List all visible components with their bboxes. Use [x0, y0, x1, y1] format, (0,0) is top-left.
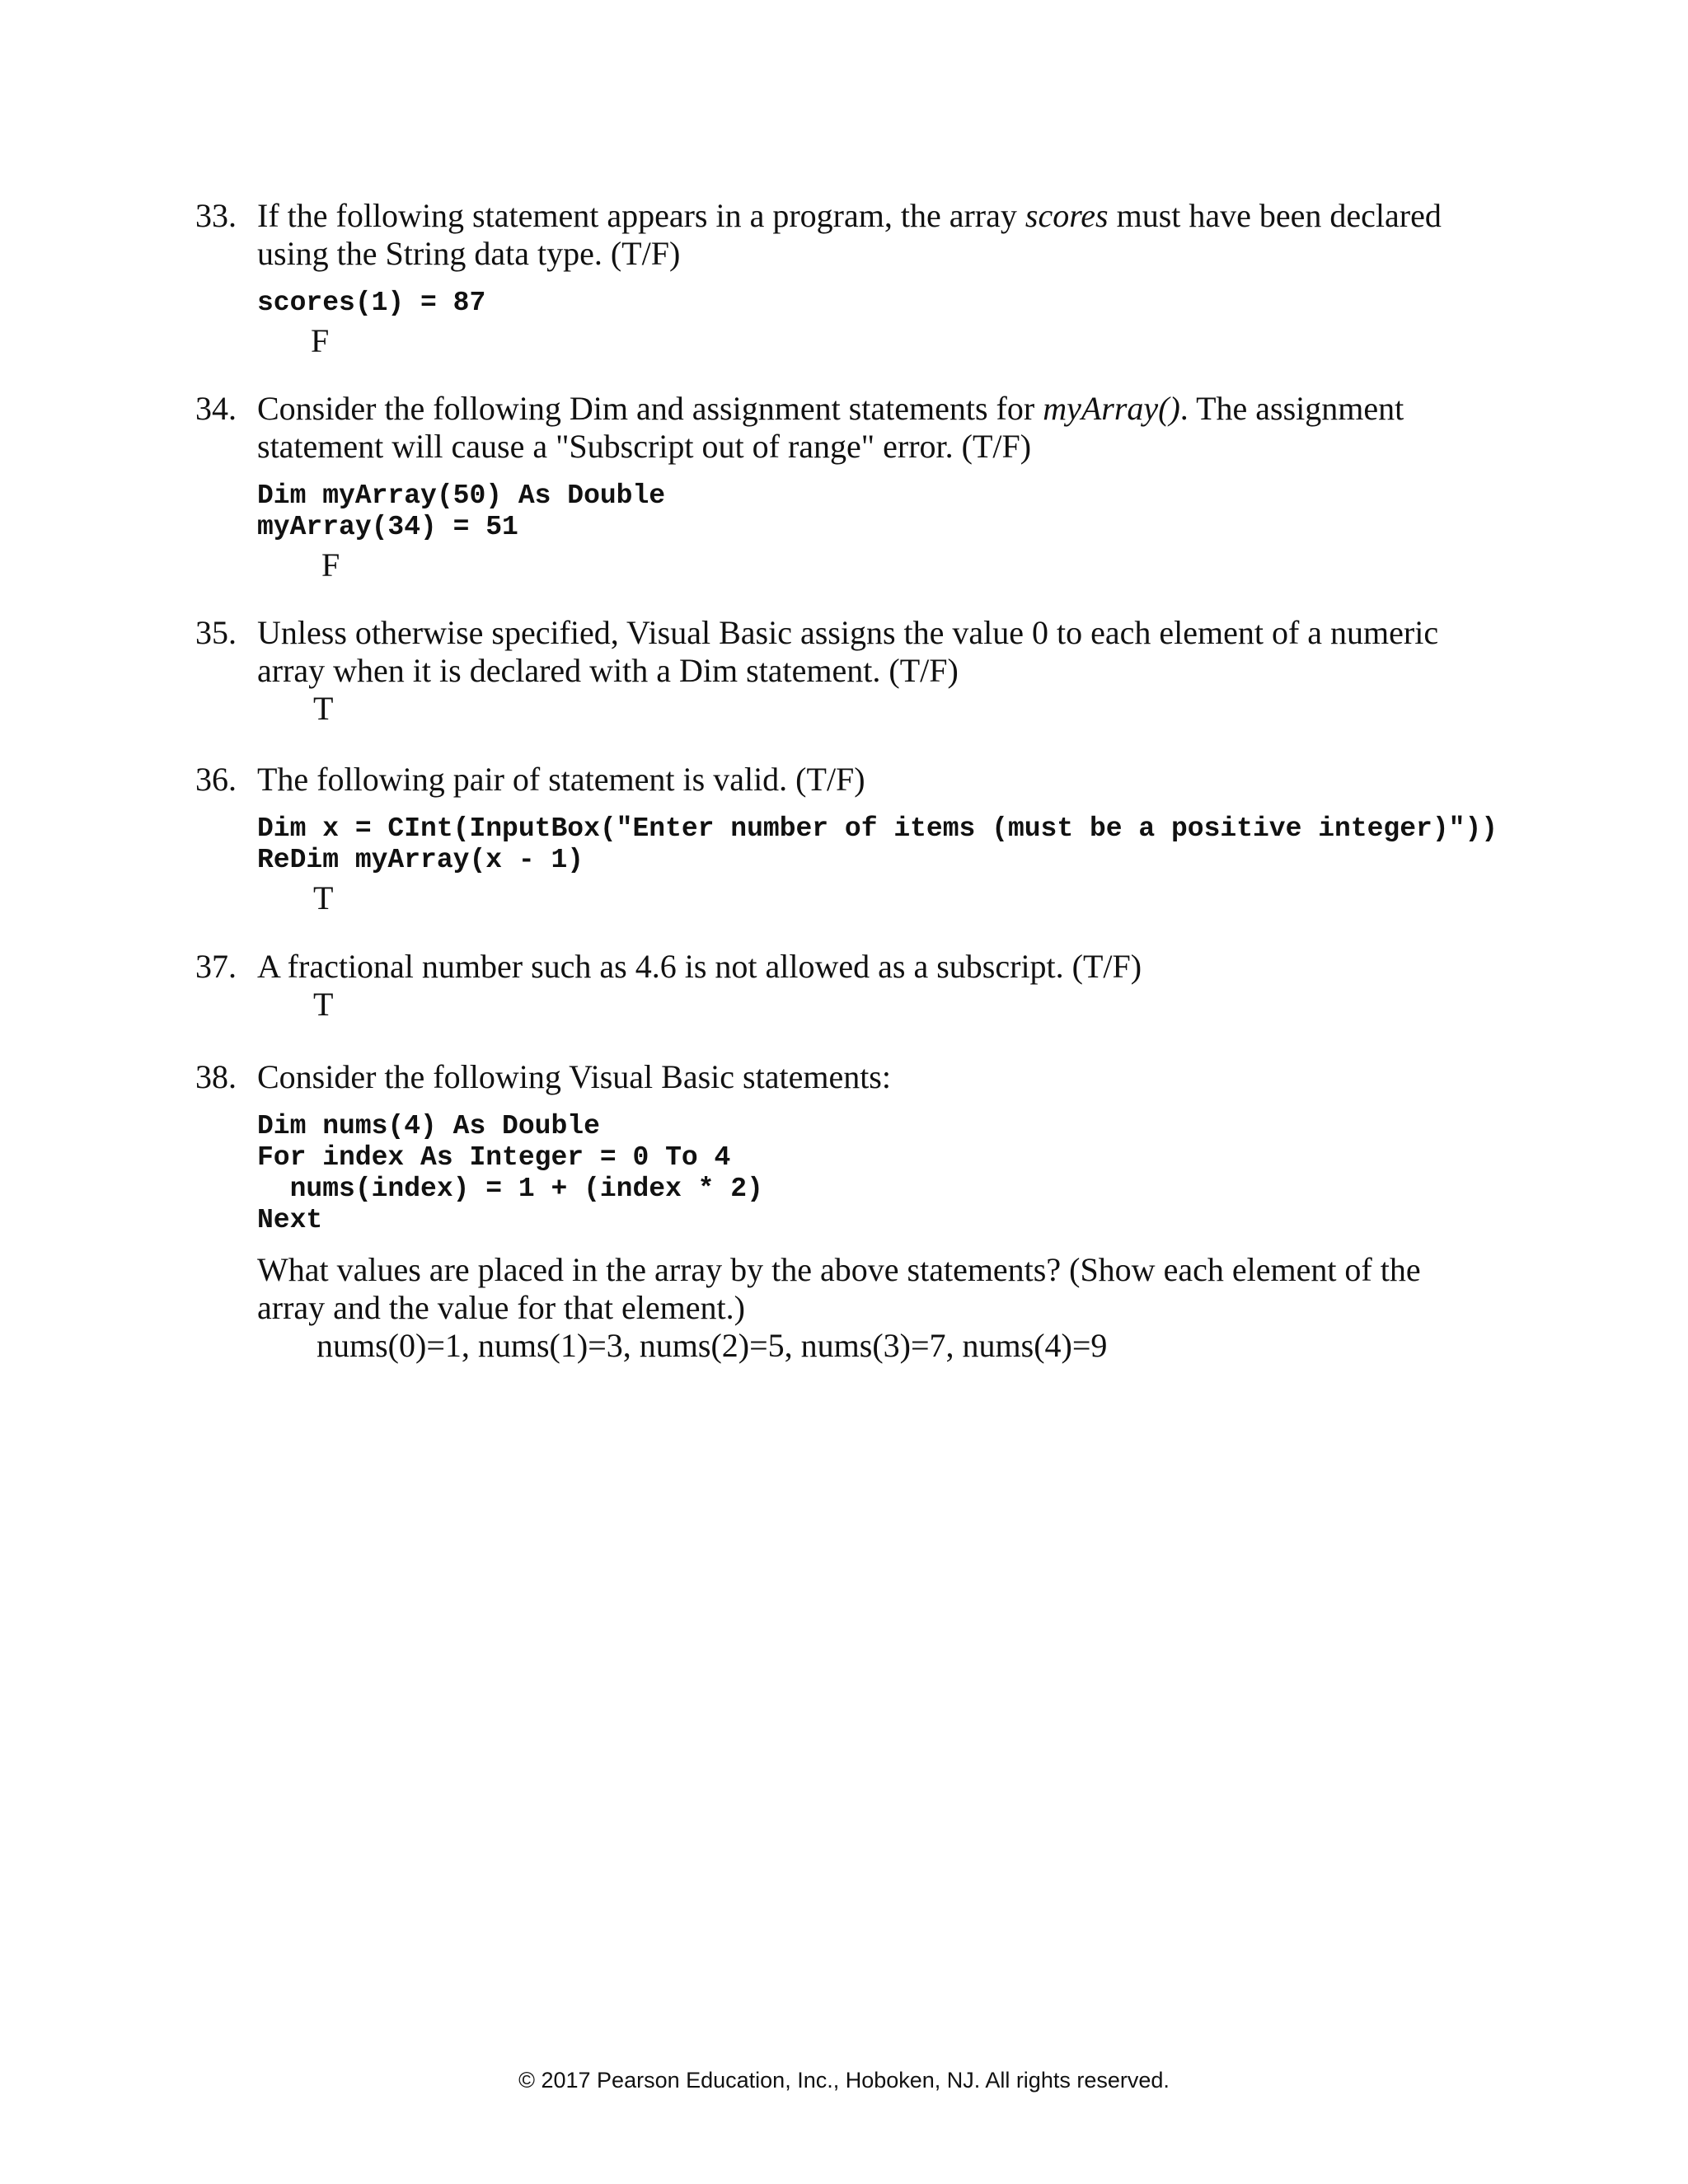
italic-term: scores	[1025, 197, 1109, 234]
code-line: For index As Integer = 0 To 4	[257, 1142, 731, 1173]
code-block	[257, 480, 1514, 543]
question-33	[195, 197, 1514, 360]
code-line: nums(index) = 1 + (index * 2)	[257, 1174, 763, 1204]
question-text	[257, 390, 1461, 466]
question-number: 35.	[195, 614, 237, 651]
followup-question: What values are placed in the array by the above statements? (Show each element of the array and the value for that element.)	[257, 1251, 1421, 1326]
question-number: 33.	[195, 197, 237, 234]
code-line: Dim myArray(50) As Double	[257, 480, 666, 511]
code-line: Dim nums(4) As Double	[257, 1111, 600, 1141]
copyright-footer: © 2017 Pearson Education, Inc., Hoboken, NJ. All rights reserved.	[518, 2068, 1170, 2093]
question-number: 38.	[195, 1058, 237, 1095]
code-line: Next	[257, 1205, 323, 1235]
answer: F	[321, 546, 340, 583]
question-line	[195, 761, 1514, 799]
code-block	[257, 288, 1514, 319]
question-line	[195, 614, 1514, 690]
question-line	[195, 390, 1514, 466]
answer: T	[313, 879, 334, 916]
question-line	[195, 948, 1514, 986]
question-text-end: . The assignment statement will cause a "Subscript out of range" error. (T/F)	[257, 390, 1404, 465]
question-line	[195, 1058, 1514, 1096]
question-text: A fractional number such as 4.6 is not allowed as a subscript. (T/F)	[257, 948, 1142, 985]
question-text: Unless otherwise specified, Visual Basic assigns the value 0 to each element of a numeric array when it is declared with a Dim statement. (T/F)	[257, 614, 1439, 689]
question-37	[195, 948, 1514, 1024]
question-line	[195, 197, 1514, 273]
code-line: Dim x = CInt(InputBox("Enter number of items (must be a positive integer)"))	[257, 813, 1498, 844]
code-line: scores(1) = 87	[257, 288, 486, 318]
answer: T	[313, 986, 334, 1023]
answer: F	[311, 322, 330, 359]
answer: T	[313, 690, 334, 727]
answer: nums(0)=1, nums(1)=3, nums(2)=5, nums(3)=7, nums(4)=9	[316, 1327, 1108, 1364]
italic-term: myArray()	[1043, 390, 1180, 427]
code-line: myArray(34) = 51	[257, 512, 518, 542]
question-text: Consider the following Visual Basic statements:	[257, 1058, 891, 1095]
question-36	[195, 761, 1514, 917]
code-block	[257, 1111, 1514, 1236]
question-text	[257, 197, 1461, 273]
question-35	[195, 614, 1514, 728]
question-34	[195, 390, 1514, 584]
code-block	[257, 813, 1514, 876]
question-number: 34.	[195, 390, 237, 427]
code-line: ReDim myArray(x - 1)	[257, 845, 584, 875]
question-text-start: Consider the following Dim and assignment statements for	[257, 390, 1043, 427]
question-number: 37.	[195, 948, 237, 985]
question-number: 36.	[195, 761, 237, 798]
question-text: The following pair of statement is valid. (T/F)	[257, 761, 865, 798]
question-38	[195, 1058, 1514, 1365]
question-text-end: must have been declared using the String data type. (T/F)	[257, 197, 1442, 272]
question-text-start: If the following statement appears in a program, the array	[257, 197, 1025, 234]
